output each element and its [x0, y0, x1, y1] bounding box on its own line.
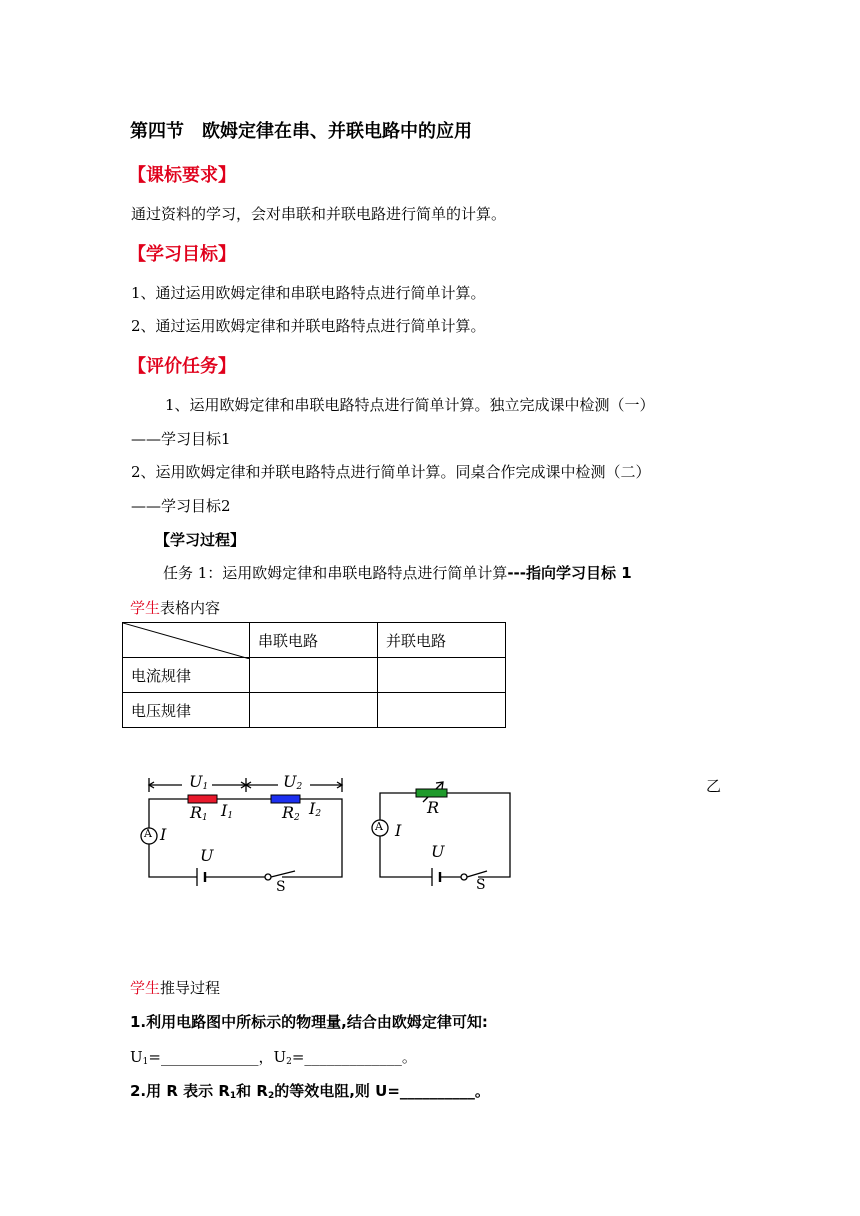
- derivation-caption-suffix: 推导过程: [160, 979, 221, 997]
- label-u2: $U_2$: [283, 772, 303, 792]
- ammeter-label: A: [375, 820, 383, 833]
- table-header-series: 串联电路: [250, 623, 378, 658]
- resistor-r2: [271, 795, 300, 803]
- mubiao-item-2: 2、通过运用欧姆定律和并联电路特点进行简单计算。: [131, 317, 486, 335]
- page-title: 第四节 欧姆定律在串、并联电路中的应用: [130, 121, 472, 142]
- table-caption-prefix: 学生: [130, 599, 161, 617]
- label-i2: $I_2$: [309, 799, 322, 819]
- label-yi: 乙: [706, 777, 722, 795]
- label-switch-s: S: [276, 879, 286, 895]
- pingjia-item-2-line2: ——学习目标2: [131, 497, 231, 515]
- task1-target: ---指向学习目标 1: [507, 564, 632, 582]
- label-u1: $U_1$: [189, 772, 209, 792]
- label-i1: $I_1$: [221, 801, 234, 821]
- comparison-table: [122, 622, 506, 728]
- table-header-parallel: 并联电路: [378, 623, 506, 658]
- section-heading-mubiao: 【学习目标】: [128, 244, 236, 265]
- ammeter-label: A: [144, 827, 152, 840]
- pingjia-item-1-line1: 1、运用欧姆定律和串联电路特点进行简单计算。独立完成课中检测（一）: [165, 396, 655, 414]
- label-i: I: [160, 825, 167, 844]
- label-u: U: [431, 842, 445, 861]
- pingjia-item-2-line1: 2、运用欧姆定律和并联电路特点进行简单计算。同桌合作完成课中检测（二）: [131, 463, 651, 481]
- table-cell[interactable]: [378, 693, 506, 728]
- diagonal-line: [123, 623, 250, 659]
- derivation-answer-line-1: $U_1=\_\_\_\_\_\_\_\_\_\_\_\_\_$，$U_2=\_\_\_\_\_\_\_\_\_\_\_\_\_$。: [130, 1048, 417, 1067]
- table-row: [123, 658, 506, 693]
- table-cell[interactable]: [250, 658, 378, 693]
- task1-text: 任务 1：运用欧姆定律和串联电路特点进行简单计算: [163, 564, 508, 582]
- table-cell-current-label: 电流规律: [123, 658, 250, 693]
- derivation-question-1: 1.利用电路图中所标示的物理量,结合由欧姆定律可知:: [130, 1013, 488, 1031]
- pingjia-item-1-line2: ——学习目标1: [131, 430, 231, 448]
- table-corner-cell: [123, 623, 250, 658]
- label-r1: $R_1$: [190, 803, 208, 823]
- table-caption-suffix: 表格内容: [160, 599, 221, 617]
- derivation-caption: [130, 977, 220, 998]
- section-heading-pingjia: 【评价任务】: [128, 356, 236, 377]
- label-switch-s: S: [476, 877, 486, 893]
- kebiao-text: 通过资料的学习，会对串联和并联电路进行简单的计算。: [131, 205, 507, 223]
- resistor-r1: [188, 795, 217, 803]
- table-header-row: [123, 623, 506, 658]
- table-caption: [130, 597, 220, 618]
- derivation-question-2: 2.用 R 表示 $R_1$和 $R_2$的等效电阻,则 U=__________。: [130, 1082, 490, 1101]
- resistor-r: [416, 789, 447, 797]
- mubiao-item-1: 1、通过运用欧姆定律和串联电路特点进行简单计算。: [131, 284, 486, 302]
- section-heading-guocheng: 【学习过程】: [155, 531, 246, 549]
- derivation-caption-prefix: 学生: [130, 979, 161, 997]
- label-u: U: [200, 846, 214, 865]
- table-cell[interactable]: [250, 693, 378, 728]
- section-heading-kebiao: 【课标要求】: [128, 165, 236, 186]
- label-r: R: [427, 798, 440, 817]
- table-cell-voltage-label: 电压规律: [123, 693, 250, 728]
- table-cell[interactable]: [378, 658, 506, 693]
- label-i: I: [395, 821, 402, 840]
- task1-line: [163, 562, 632, 583]
- single-circuit-diagram: [365, 780, 525, 890]
- table-row: [123, 693, 506, 728]
- label-r2: $R_2$: [282, 803, 300, 823]
